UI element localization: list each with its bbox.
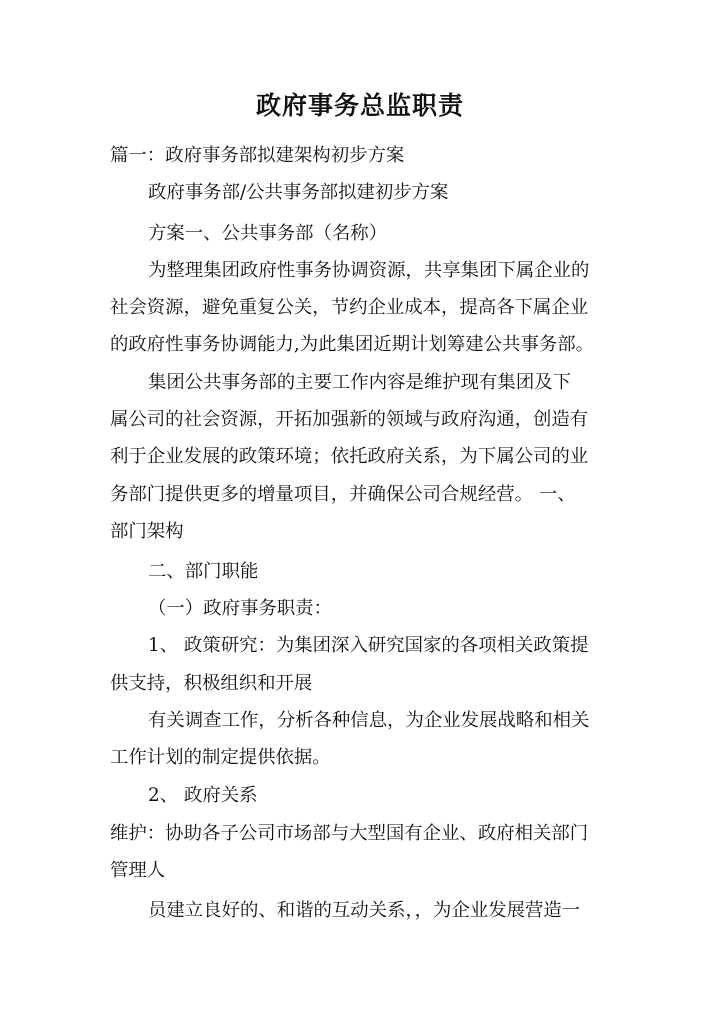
- paragraph-line: 属公司的社会资源，开拓加强新的领域与政府沟通，创造有: [110, 409, 589, 430]
- paragraph-line: 有关调查工作，分析各种信息，为企业发展战略和相关: [148, 710, 590, 731]
- paragraph-line: 2、 政府关系: [148, 785, 258, 806]
- paragraph-line: 利于企业发展的政策环境；依托政府关系，为下属公司的业: [110, 446, 589, 467]
- paragraph-line: 社会资源，避免重复公关，节约企业成本，提高各下属企业: [110, 297, 589, 318]
- paragraph-line: 管理人: [110, 860, 166, 881]
- paragraph-line: 务部门提供更多的增量项目，并确保公司合规经营。 一、: [110, 484, 576, 505]
- paragraph-line: 政府事务部/公共事务部拟建初步方案: [148, 182, 449, 203]
- paragraph-line: 方案一、公共事务部（名称）: [148, 223, 388, 244]
- paragraph-line: 的政府性事务协调能力,为此集团近期计划筹建公共事务部。: [110, 334, 595, 355]
- paragraph-line: 部门架构: [110, 521, 184, 542]
- paragraph-line: 工作计划的制定提供依据。: [110, 747, 331, 768]
- document-title: 政府事务总监职责: [255, 91, 464, 120]
- paragraph-line: 篇一：政府事务部拟建架构初步方案: [110, 145, 405, 166]
- paragraph-line: 集团公共事务部的主要工作内容是维护现有集团及下: [148, 372, 571, 393]
- paragraph-line: 供支持，积极组织和开展: [110, 673, 313, 694]
- paragraph-line: 维护：协助各子公司市场部与大型国有企业、政府相关部门: [110, 823, 589, 844]
- paragraph-line: 为整理集团政府性事务协调资源，共享集团下属企业的: [148, 260, 590, 281]
- section-heading: 二、部门职能: [148, 561, 259, 582]
- subsection-heading: （一）政府事务职责：: [148, 598, 332, 619]
- paragraph-line: 员建立良好的、和谐的互动关系，，为企业发展营造一: [148, 900, 581, 921]
- paragraph-line: 1、 政策研究：为集团深入研究国家的各项相关政策提: [148, 635, 589, 656]
